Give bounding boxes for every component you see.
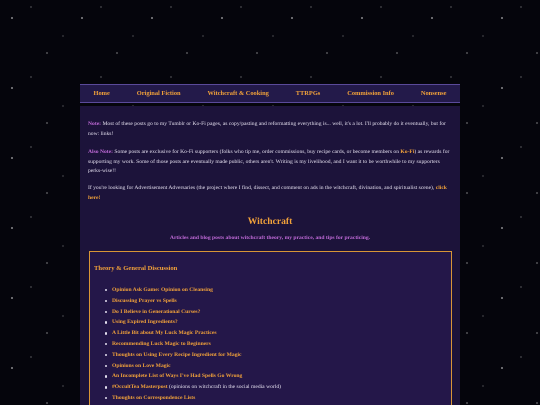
post-link[interactable]: Using Expired Ingredients? [112,319,178,326]
content-panel [80,106,460,405]
post-link[interactable]: Do I Believe in Generational Curses? [112,308,201,315]
list-item [105,307,281,318]
nav-commission-info-link[interactable]: Commission Info [347,90,394,97]
list-item [105,393,281,404]
also-note-text-b: ) as rewards for supporting my work. Some of those posts are eventually made public, others aren't. Writing is my livelihood, and I want it to be worthwhile to my supporters perks-wise!! [88,149,450,175]
list-item [105,382,281,393]
section-subtitle: Articles and blog posts about witchcraft theory, my practice, and tips for practicing. [169,235,371,241]
post-link[interactable]: Opinion Ask Game: Opinion on Cleansing [112,287,213,293]
aa-text: If you're looking for Advertisement Adversaries (the project where I find, dissect, and comment on ads in the witchcraft, divination, and spiritualist scene), [88,185,436,191]
aa-click-here-link[interactable]: click here! [88,185,447,201]
post-link[interactable]: An Incomplete List of Ways I've Had Spells Go Wrong [112,373,243,380]
advertisement-adversaries-paragraph [80,184,460,203]
list-item [105,296,281,307]
theory-link-list [90,285,281,404]
post-link[interactable]: #OccultTea Masterpost [112,384,168,391]
also-note-paragraph [80,148,460,177]
list-item [105,371,281,382]
post-link[interactable]: Recommending Luck Magic to Beginners [112,340,211,347]
list-item [105,285,281,296]
nav-home-link[interactable]: Home [93,90,110,97]
list-item [105,361,281,372]
post-link[interactable]: Opinions on Love Magic [112,362,171,369]
post-link[interactable]: Discussing Prayer vs Spells [112,297,177,304]
note-text: Most of these posts go to my Tumblr or Ko-Fi pages, as copy/pasting and reformatting everything is... well, it's a lot. I'll probably do it eventually, but for now: links! [88,121,446,137]
post-link[interactable]: A Little Bit about My Luck Magic Practices [112,330,217,337]
post-link-extra: (opinions on witchcraft in the social media world) [167,384,281,391]
post-link[interactable]: Thoughts on Using Every Recipe Ingredient for Magic [112,351,242,358]
nav-original-fiction-link[interactable]: Original Fiction [136,90,181,97]
also-note-text-a: Some posts are exclusive for Ko-Fi supporters (folks who tip me, order commissions, buy recipe cards, or become members on [113,149,401,155]
also-note-label: Also Note: [88,149,114,155]
note-label: Note: [88,121,102,127]
nav-ttrpgs-link[interactable]: TTRPGs [295,90,321,97]
post-link[interactable]: Thoughts on Correspondence Lists [112,394,196,401]
section-title: Witchcraft [247,216,293,227]
main-nav [80,84,460,103]
theory-discussion-box [89,251,452,405]
note-paragraph [80,120,460,139]
list-item [105,350,281,361]
nav-nonsense-link[interactable]: Nonsense [420,90,447,97]
nav-witchcraft-cooking-link[interactable]: Witchcraft & Cooking [207,90,269,97]
list-item [105,328,281,339]
list-item [105,317,281,328]
kofi-link[interactable]: Ko-Fi [400,149,415,155]
theory-heading: Theory & General Discussion [94,265,178,272]
list-item [105,339,281,350]
